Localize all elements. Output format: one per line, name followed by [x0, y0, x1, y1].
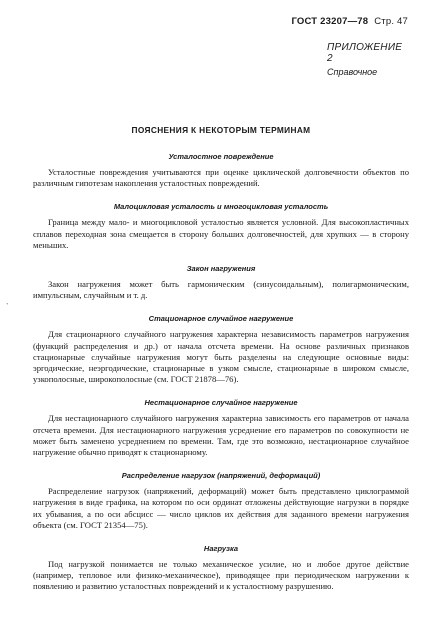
- margin-mark: `: [6, 302, 9, 311]
- section-fatigue-damage: [33, 152, 409, 189]
- section-load: [33, 544, 409, 593]
- section-heading: Нестационарное случайное нагружение: [144, 398, 298, 408]
- section-loading-law: [33, 264, 409, 301]
- section-text: Распределение нагрузок (напряжений, деформаций) может быть представлено циклограммой нагружения в виде графика, на котором по оси ординат отложены действующие нагрузки в порядке их убывания, а по оси абсцисс — число циклов их действия для заданного времени нагружения объекта (см. ГОСТ 21354—75).: [33, 486, 409, 530]
- section-text: Под нагрузкой понимается не только механическое усилие, но и любое другое действие (например, тепловое или физико-механическое), приводящее при периодическом нагружении к появлению и развитию усталостных повреждений и к усталостному разрушению.: [33, 559, 409, 592]
- running-header: [291, 16, 408, 27]
- section-heading: Усталостное повреждение: [168, 152, 274, 161]
- section-heading: Нагрузка: [203, 544, 239, 554]
- document-title: ПОЯСНЕНИЯ К НЕКОТОРЫМ ТЕРМИНАМ: [131, 125, 311, 135]
- section-heading: Стационарное случайное нагружение: [148, 314, 294, 324]
- section-heading: Распределение нагрузок (напряжений, деформаций): [121, 471, 321, 481]
- section-load-distribution: [33, 471, 409, 531]
- appendix-title: ПРИЛОЖЕНИЕ 2: [327, 42, 403, 64]
- standard-number: ГОСТ 23207—78: [291, 16, 369, 27]
- section-heading: Закон нагружения: [186, 264, 256, 274]
- page-number: Стр. 47: [374, 16, 408, 27]
- section-stationary-random-loading: [33, 314, 409, 385]
- appendix-subtitle: Справочное: [327, 67, 378, 77]
- section-text: Усталостные повреждения учитываются при оценке циклической долговечности объектов по различным гипотезам накопления усталостных повреждений.: [33, 167, 409, 189]
- section-text: Закон нагружения может быть гармоническим (синусоидальным), полигармоническим, импульсным, случайным и т. д.: [33, 279, 409, 301]
- document-body: [33, 125, 409, 606]
- section-low-high-cycle-fatigue: [33, 202, 409, 251]
- appendix-label: [327, 42, 407, 77]
- section-text: Для стационарного случайного нагружения характерна независимость параметров нагружения (функций распределения и др.) от начала отсчета времени. На основе различных признаков стационарные случайные нагружения могут быть разделены на следующие основные виды: эргодические, неэргодические, стационарные в узком смысле, стационарные в широком смысле, узкополосные, широкополосные (см. ГОСТ 21878—76).: [33, 329, 409, 385]
- section-heading: Малоцикловая усталость и многоцикловая усталость: [113, 202, 329, 212]
- section-text: Для нестационарного случайного нагружения характерна зависимость его параметров от начала отсчета времени. Для нестационарного нагружения усреднение его параметров по совокупности не может быть заменено усреднением по времени. Там, где это возможно, нестационарное случайное нагружение обычно приводят к стационарному.: [33, 413, 409, 458]
- section-nonstationary-random-loading: [33, 398, 409, 458]
- section-text: Граница между мало- и многоцикловой усталостью является условной. Для высокопластичных сплавов переходная зона смещается в сторону больших долговечностей, для хрупких — в сторону меньших.: [33, 217, 409, 250]
